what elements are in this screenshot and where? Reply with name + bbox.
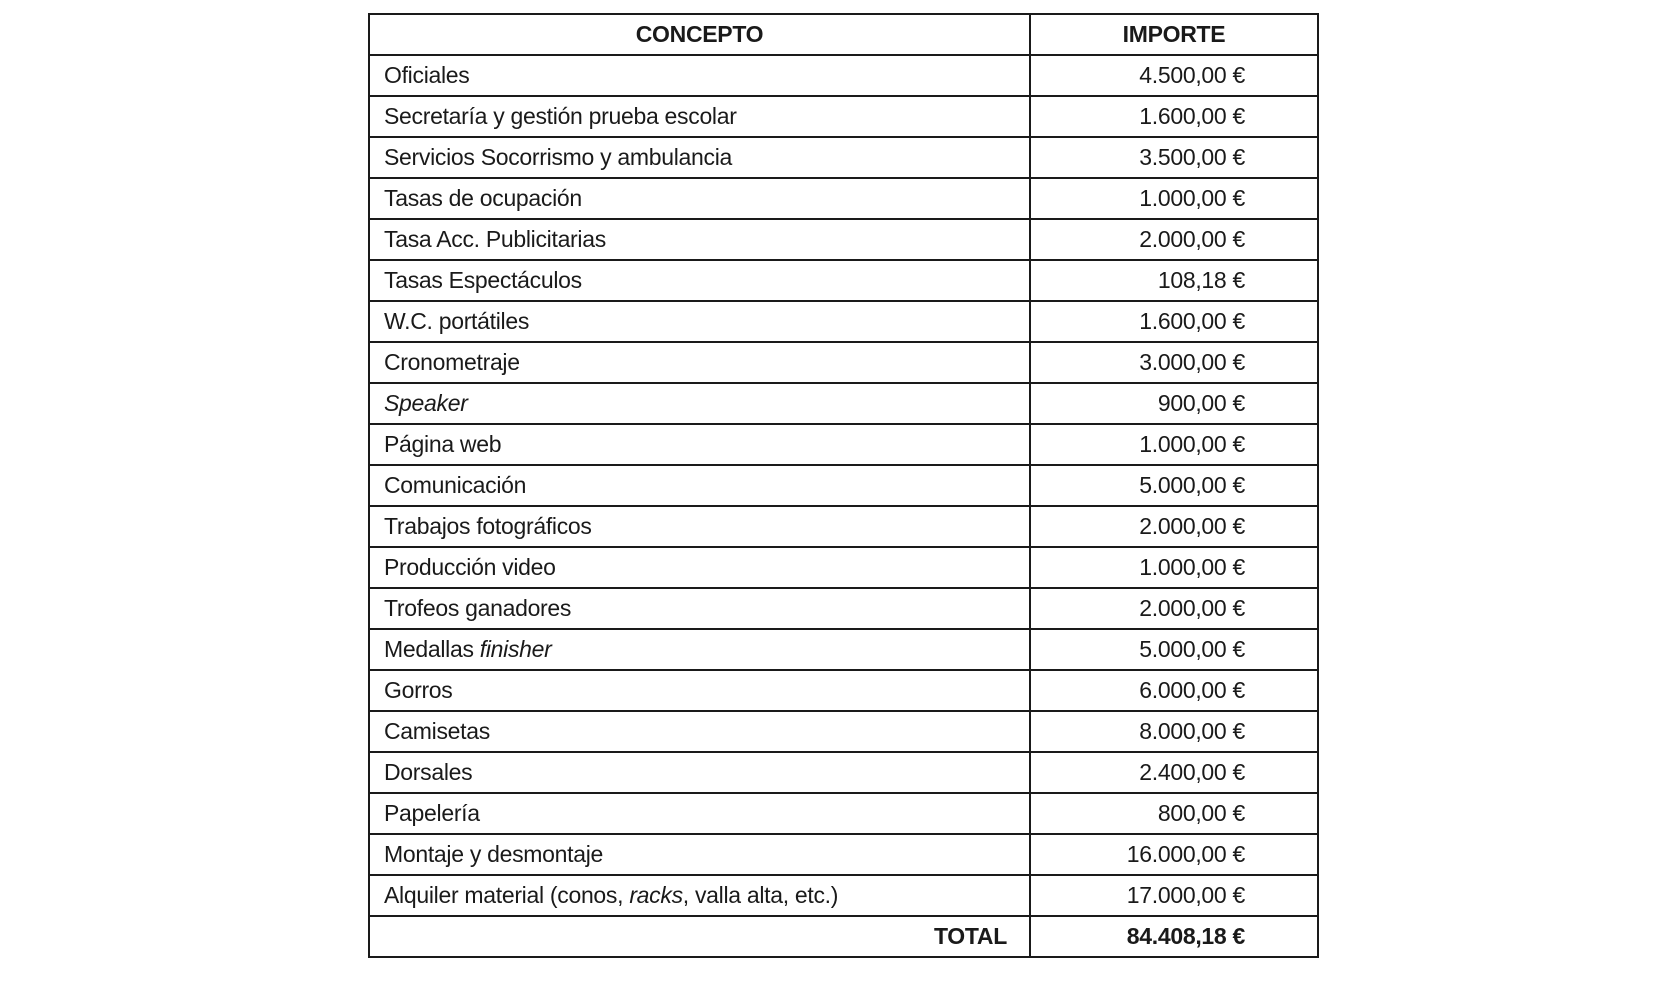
concept-cell <box>369 506 1030 547</box>
table-row <box>369 219 1318 260</box>
concept-text: W.C. portátiles <box>384 308 530 334</box>
concept-cell <box>369 301 1030 342</box>
amount-cell: 2.000,00 € <box>1030 506 1318 547</box>
concept-text: Dorsales <box>384 759 473 785</box>
total-label: TOTAL <box>369 916 1030 957</box>
concept-text: Papelería <box>384 800 480 826</box>
header-amount: IMPORTE <box>1030 14 1318 55</box>
concept-text: Comunicación <box>384 472 527 498</box>
table-row <box>369 588 1318 629</box>
table-row <box>369 875 1318 916</box>
concept-cell <box>369 711 1030 752</box>
concept-text: Gorros <box>384 677 453 703</box>
concept-text: Medallas <box>384 636 480 662</box>
table-row <box>369 137 1318 178</box>
table-row <box>369 711 1318 752</box>
concept-cell <box>369 219 1030 260</box>
amount-cell: 108,18 € <box>1030 260 1318 301</box>
header-concept: CONCEPTO <box>369 14 1030 55</box>
concept-cell <box>369 834 1030 875</box>
amount-cell: 800,00 € <box>1030 793 1318 834</box>
amount-cell: 2.400,00 € <box>1030 752 1318 793</box>
concept-cell <box>369 465 1030 506</box>
concept-cell <box>369 342 1030 383</box>
concept-text: Servicios Socorrismo y ambulancia <box>384 144 733 170</box>
concept-cell <box>369 670 1030 711</box>
concept-text: Trofeos ganadores <box>384 595 572 621</box>
concept-text: Producción video <box>384 554 556 580</box>
amount-cell: 6.000,00 € <box>1030 670 1318 711</box>
concept-text: Oficiales <box>384 62 470 88</box>
concept-cell <box>369 629 1030 670</box>
table-row <box>369 629 1318 670</box>
amount-cell: 1.600,00 € <box>1030 96 1318 137</box>
concept-cell <box>369 588 1030 629</box>
amount-cell: 1.000,00 € <box>1030 178 1318 219</box>
amount-cell: 3.000,00 € <box>1030 342 1318 383</box>
amount-cell: 1.000,00 € <box>1030 424 1318 465</box>
concept-text: Secretaría y gestión prueba escolar <box>384 103 737 129</box>
concept-italic-text: finisher <box>479 636 552 662</box>
amount-cell: 900,00 € <box>1030 383 1318 424</box>
amount-cell: 2.000,00 € <box>1030 219 1318 260</box>
amount-cell: 17.000,00 € <box>1030 875 1318 916</box>
concept-italic-text: Speaker <box>384 390 468 416</box>
amount-cell: 1.000,00 € <box>1030 547 1318 588</box>
concept-cell <box>369 178 1030 219</box>
table-row <box>369 793 1318 834</box>
table-row <box>369 465 1318 506</box>
concept-cell <box>369 793 1030 834</box>
table-row <box>369 670 1318 711</box>
table-row <box>369 55 1318 96</box>
concept-text: Camisetas <box>384 718 490 744</box>
table-row <box>369 96 1318 137</box>
concept-cell <box>369 424 1030 465</box>
concept-cell <box>369 260 1030 301</box>
concept-italic-text: racks <box>629 882 683 908</box>
amount-cell: 5.000,00 € <box>1030 629 1318 670</box>
amount-cell: 8.000,00 € <box>1030 711 1318 752</box>
concept-text: Tasas de ocupación <box>384 185 582 211</box>
table-row <box>369 342 1318 383</box>
concept-cell <box>369 547 1030 588</box>
concept-text: Tasas Espectáculos <box>384 267 582 293</box>
budget-table <box>368 13 1319 958</box>
table-row <box>369 260 1318 301</box>
concept-text: Montaje y desmontaje <box>384 841 604 867</box>
table-row <box>369 424 1318 465</box>
table-row <box>369 752 1318 793</box>
concept-cell <box>369 383 1030 424</box>
concept-cell <box>369 752 1030 793</box>
concept-text: Trabajos fotográficos <box>384 513 592 539</box>
amount-cell: 4.500,00 € <box>1030 55 1318 96</box>
amount-cell: 1.600,00 € <box>1030 301 1318 342</box>
amount-cell: 16.000,00 € <box>1030 834 1318 875</box>
concept-text: Cronometraje <box>384 349 520 375</box>
total-amount: 84.408,18 € <box>1030 916 1318 957</box>
concept-text: Página web <box>384 431 502 457</box>
concept-cell <box>369 55 1030 96</box>
concept-cell <box>369 137 1030 178</box>
concept-cell <box>369 96 1030 137</box>
table-row <box>369 301 1318 342</box>
concept-text: Tasa Acc. Publicitarias <box>384 226 606 252</box>
amount-cell: 2.000,00 € <box>1030 588 1318 629</box>
amount-cell: 3.500,00 € <box>1030 137 1318 178</box>
table-row <box>369 834 1318 875</box>
table-row <box>369 178 1318 219</box>
concept-cell <box>369 875 1030 916</box>
total-row <box>369 916 1318 957</box>
concept-text: , valla alta, etc.) <box>682 882 839 908</box>
table-row <box>369 547 1318 588</box>
table-row <box>369 383 1318 424</box>
table-row <box>369 506 1318 547</box>
header-row <box>369 14 1318 55</box>
amount-cell: 5.000,00 € <box>1030 465 1318 506</box>
concept-text: Alquiler material (conos, <box>384 882 630 908</box>
